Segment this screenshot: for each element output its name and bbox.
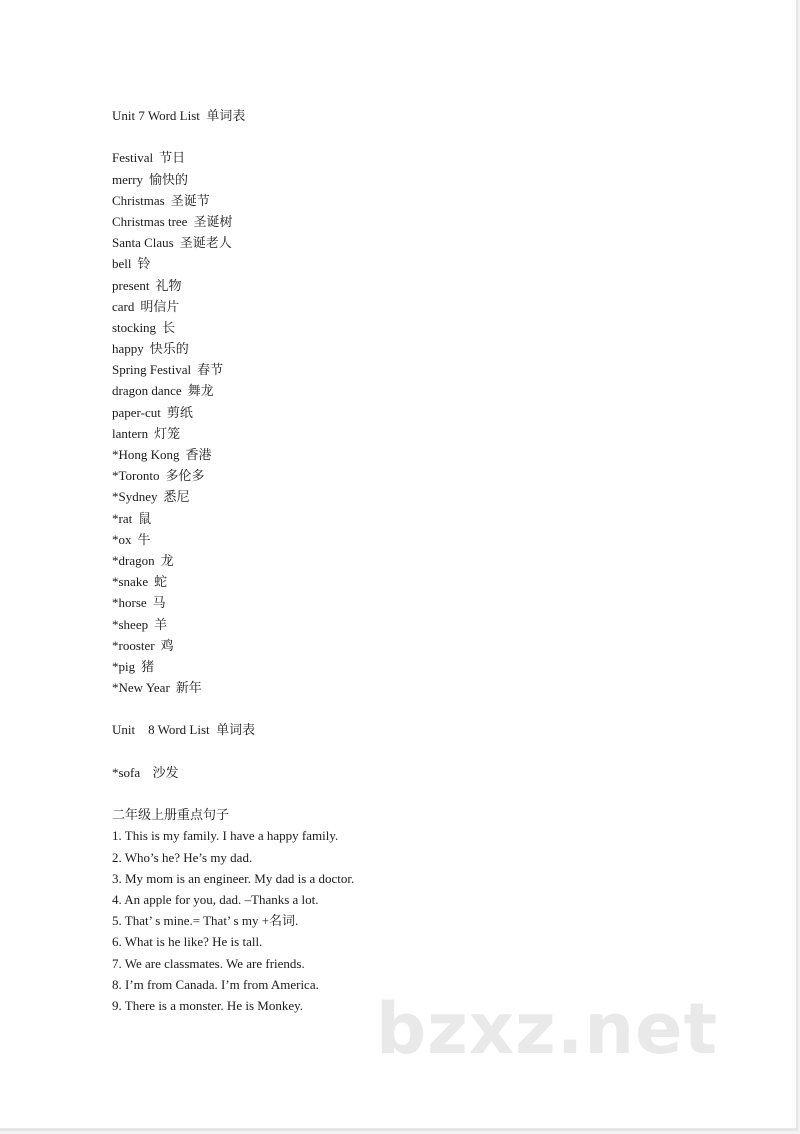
word-item: Santa Claus 圣诞老人 [112,235,232,251]
word-item: *snake 蛇 [112,574,168,590]
sentence-item: 2. Who’s he? He’s my dad. [112,849,253,865]
unit8-heading: Unit 8 Word List 单词表 [112,722,256,738]
word-item: *horse 马 [112,595,166,611]
word-item: Festival 节日 [112,150,186,166]
word-item: *pig 猪 [112,658,155,674]
sentence-item: 1. This is my family. I have a happy family. [112,828,339,844]
word-item: present 礼物 [112,277,182,293]
word-item: *rat 鼠 [112,510,152,526]
word-item: *New Year 新年 [112,680,202,696]
sentence-item: 7. We are classmates. We are friends. [112,955,305,971]
sentence-item: 3. My mom is an engineer. My dad is a doctor. [112,870,355,886]
word-item: happy 快乐的 [112,341,189,357]
word-item: merry 愉快的 [112,171,189,187]
sentence-list [112,825,354,1016]
word-item: *Sydney 悉尼 [112,489,190,505]
word-item: Spring Festival 春节 [112,362,224,378]
unit7-word-list [112,147,354,698]
word-item: bell 铃 [112,256,151,272]
sentence-item: 9. There is a monster. He is Monkey. [112,997,303,1013]
unit8-word-list [112,762,354,783]
word-item: Christmas tree 圣诞树 [112,213,233,229]
word-item: *rooster 鸡 [112,637,174,653]
word-item: *ox 牛 [112,531,151,547]
word-item: card 明信片 [112,298,180,314]
word-item: *dragon 龙 [112,552,174,568]
sentence-item: 6. What is he like? He is tall. [112,934,263,950]
sentences-heading: 二年级上册重点句子 [112,807,230,823]
word-item: *sofa 沙发 [112,764,179,780]
sentence-item: 8. I’m from Canada. I’m from America. [112,976,319,992]
word-item: lantern 灯笼 [112,425,181,441]
sentence-item: 5. That’ s mine.= That’ s my +名词. [112,913,299,929]
unit7-heading: Unit 7 Word List 单词表 [112,108,246,123]
word-item: paper-cut 剪纸 [112,404,193,420]
word-item: dragon dance 舞龙 [112,383,214,399]
sentence-item: 4. An apple for you, dad. –Thanks a lot. [112,891,319,907]
word-item: *Toronto 多伦多 [112,468,205,484]
word-item: *Hong Kong 香港 [112,447,212,462]
word-item: *sheep 羊 [112,616,168,632]
word-item: Christmas 圣诞节 [112,192,210,208]
document-content [112,105,354,1016]
watermark: bzxz.net [376,988,719,1070]
word-item: stocking 长 [112,319,176,335]
